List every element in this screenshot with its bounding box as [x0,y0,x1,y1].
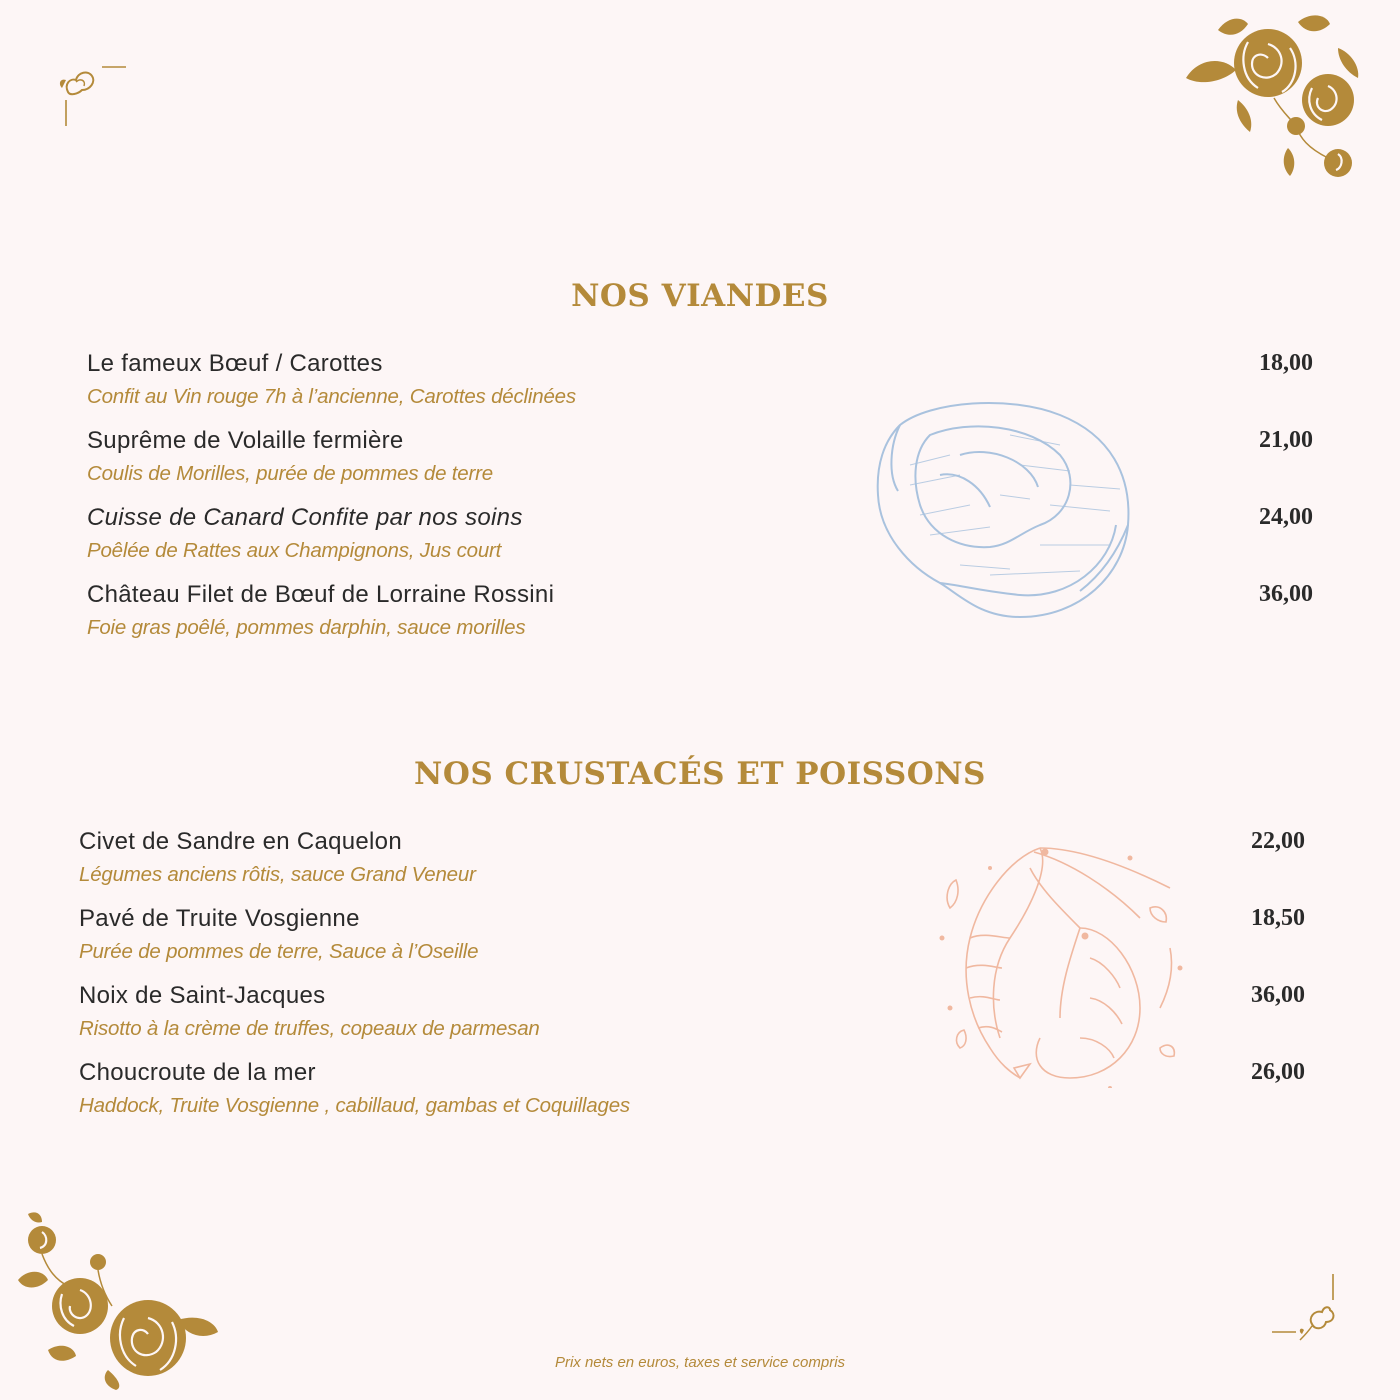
item-name: Noix de Saint-Jacques [79,982,326,1009]
item-name: Pavé de Truite Vosgienne [79,905,360,932]
item-name: Château Filet de Bœuf de Lorraine Rossini [87,581,555,608]
item-description: Coulis de Morilles, purée de pommes de terre [87,462,493,485]
item-price: 21,00 [1259,427,1313,453]
section-title-poissons: NOS CRUSTACÉS ET POISSONS [414,756,986,792]
item-description: Légumes anciens rôtis, sauce Grand Veneur [79,863,476,886]
section-title-viandes: NOS VIANDES [571,278,829,314]
item-price: 18,50 [1251,905,1305,931]
item-name: Suprême de Volaille fermière [87,427,404,454]
menu-item-viandes-3 [87,504,523,563]
item-name: Choucroute de la mer [79,1059,316,1086]
item-description: Risotto à la crème de truffes, copeaux de parmesan [79,1017,540,1040]
item-description: Foie gras poêlé, pommes darphin, sauce morilles [87,616,526,639]
menu-item-viandes-1 [87,350,576,409]
menu-item-poissons-1 [79,828,476,887]
menu-item-poissons-4 [79,1059,630,1118]
item-description: Purée de pommes de terre, Sauce à l’Oseille [79,940,479,963]
item-price: 22,00 [1251,828,1305,854]
item-name: Cuisse de Canard Confite par nos soins [87,504,523,531]
item-price: 36,00 [1259,581,1313,607]
item-price: 18,00 [1259,350,1313,376]
menu-item-viandes-2 [87,427,493,486]
footer-note: Prix nets en euros, taxes et service compris [554,1354,846,1371]
steak-sketch-icon [870,395,1140,625]
menu-item-viandes-4 [87,581,554,640]
item-price: 26,00 [1251,1059,1305,1085]
menu-item-poissons-3 [79,982,540,1041]
menu-item-poissons-2 [79,905,478,964]
item-price: 36,00 [1251,982,1305,1008]
small-rose-icon-top-left [56,58,136,130]
item-description: Haddock, Truite Vosgienne , cabillaud, gambas et Coquillages [79,1094,630,1117]
item-name: Civet de Sandre en Caquelon [79,828,402,855]
item-description: Poêlée de Rattes aux Champignons, Jus court [87,539,502,562]
shrimp-sketch-icon [930,828,1190,1088]
item-price: 24,00 [1259,504,1313,530]
item-description: Confit au Vin rouge 7h à l’ancienne, Carottes déclinées [87,385,576,408]
small-rose-icon-bottom-right [1268,1270,1348,1350]
item-name: Le fameux Bœuf / Carottes [87,350,383,377]
rose-bouquet-icon-top-right [1178,8,1368,193]
